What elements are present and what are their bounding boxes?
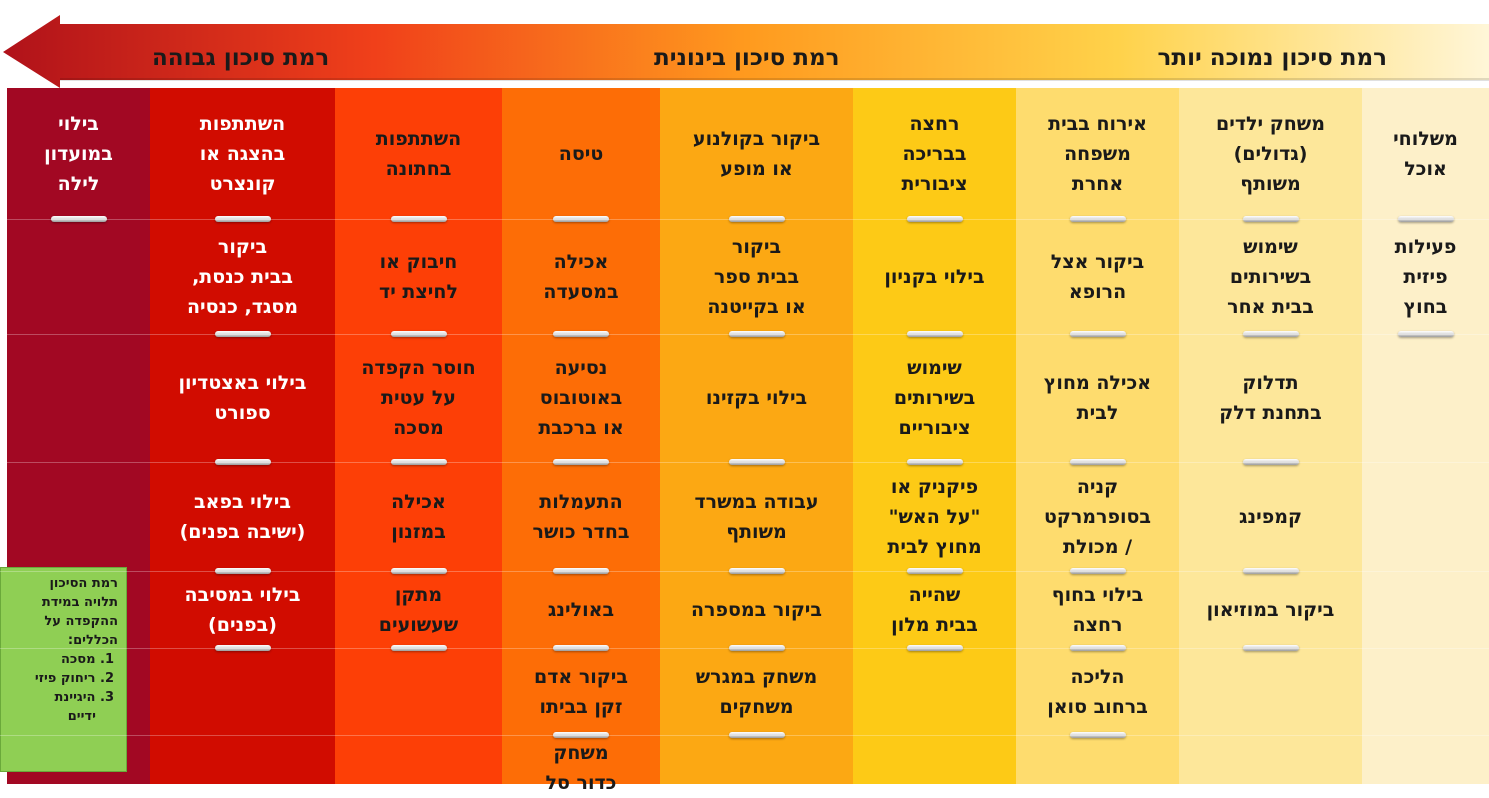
activity-label: פיקניק או "על האש" מחוץ לבית [887, 475, 982, 558]
risk-column [1016, 88, 1179, 784]
activity-label: משחק במגרש משחקים [695, 665, 818, 718]
activity-label: תדלוק בתחנת דלק [1219, 372, 1322, 424]
row-divider [0, 735, 1489, 736]
row-divider [0, 219, 1489, 220]
activity-label: מתקן שעשועים [378, 583, 459, 636]
activity-label: שימוש בשירותים בבית אחר [1227, 235, 1314, 318]
risk-column [1179, 88, 1362, 784]
activity-label: באולינג [547, 598, 615, 621]
header-high-risk: רמת סיכון גבוהה [152, 45, 330, 71]
activity-label: ביקור בבית ספר או בקייטנה [707, 235, 806, 318]
activity-label: פעילות פיזית בחוץ [1394, 235, 1457, 318]
risk-column [150, 88, 335, 784]
header-medium-risk: רמת סיכון בינונית [654, 45, 840, 71]
activity-label: אכילה במזנון [391, 490, 446, 543]
header-low-risk: רמת סיכון נמוכה יותר [1157, 45, 1387, 71]
activity-label: שהייה בבית מלון [891, 583, 978, 636]
activity-label: בילוי במסיבה (בפנים) [184, 583, 301, 636]
activity-label: ביקור במוזיאון [1206, 598, 1335, 621]
activity-label: בילוי באצטדיון ספורט [178, 372, 307, 424]
activity-label: התעמלות בחדר כושר [532, 490, 630, 543]
activity-label: נסיעה באוטובוס או ברכבת [538, 357, 624, 439]
rules-note [0, 567, 127, 772]
activity-label: אירוח בבית משפחה אחרת [1048, 112, 1147, 195]
risk-column [853, 88, 1016, 784]
activity-label: אכילה במסעדה [543, 250, 619, 303]
risk-column [502, 88, 660, 794]
activity-label: רחצה בבריכה ציבורית [901, 112, 968, 195]
activity-label: ביקור אצל הרופא [1050, 250, 1145, 303]
activity-label: משחק ילדים (גדולים) משותף [1216, 112, 1325, 195]
activity-label: קניה בסופרמרקט / מכולת [1043, 475, 1152, 558]
activity-label: הליכה ברחוב סואן [1047, 665, 1148, 718]
activity-label: חיבוק או לחיצת יד [379, 250, 458, 303]
activity-label: ביקור אדם זקן בביתו [534, 665, 628, 718]
risk-column [660, 88, 853, 784]
rule-item: 3. היגיינת ידיים [54, 690, 114, 724]
activity-label: בילוי בקניון [884, 265, 985, 288]
activity-label: שימוש בשירותים ציבוריים [893, 357, 976, 439]
rule-item: 2. ריחוק פיזי [34, 671, 114, 686]
activity-label: בילוי בחוף רחצה [1051, 583, 1144, 636]
row-divider [0, 571, 1489, 572]
rule-item: 1. מסכה [60, 652, 114, 667]
activity-label: ביקור בבית כנסת, מסגד, כנסיה [186, 235, 299, 318]
risk-column [1362, 88, 1489, 784]
activity-label: חוסר הקפדה על עטית מסכה [361, 357, 476, 439]
activity-label: משלוחי אוכל [1393, 127, 1458, 180]
row-divider [0, 648, 1489, 649]
activity-label: בילוי במועדון לילה [44, 112, 113, 195]
activity-label: טיסה [558, 142, 604, 165]
activity-label: בילוי בקזינו [705, 387, 808, 409]
activity-label: קמפינג [1239, 505, 1302, 528]
row-divider [0, 334, 1489, 335]
row-divider [0, 462, 1489, 463]
activity-label: אכילה מחוץ לבית [1043, 372, 1152, 424]
rules-note-title: רמת הסיכון תלויה במידת ההקפדה על הכללים: [41, 576, 118, 648]
activity-label: עבודה במשרד משותף [694, 490, 819, 543]
activity-label: משחק כדור סל [545, 742, 617, 794]
risk-column [335, 88, 502, 784]
activity-label: השתתפות בהצגה או קונצרט [199, 112, 286, 195]
activity-label: בילוי בפאב (ישיבה בפנים) [179, 490, 306, 543]
activity-label: ביקור במספרה [691, 598, 822, 621]
activity-label: ביקור בקולנוע או מופע [692, 127, 821, 180]
activity-label: השתתפות בחתונה [375, 127, 462, 180]
